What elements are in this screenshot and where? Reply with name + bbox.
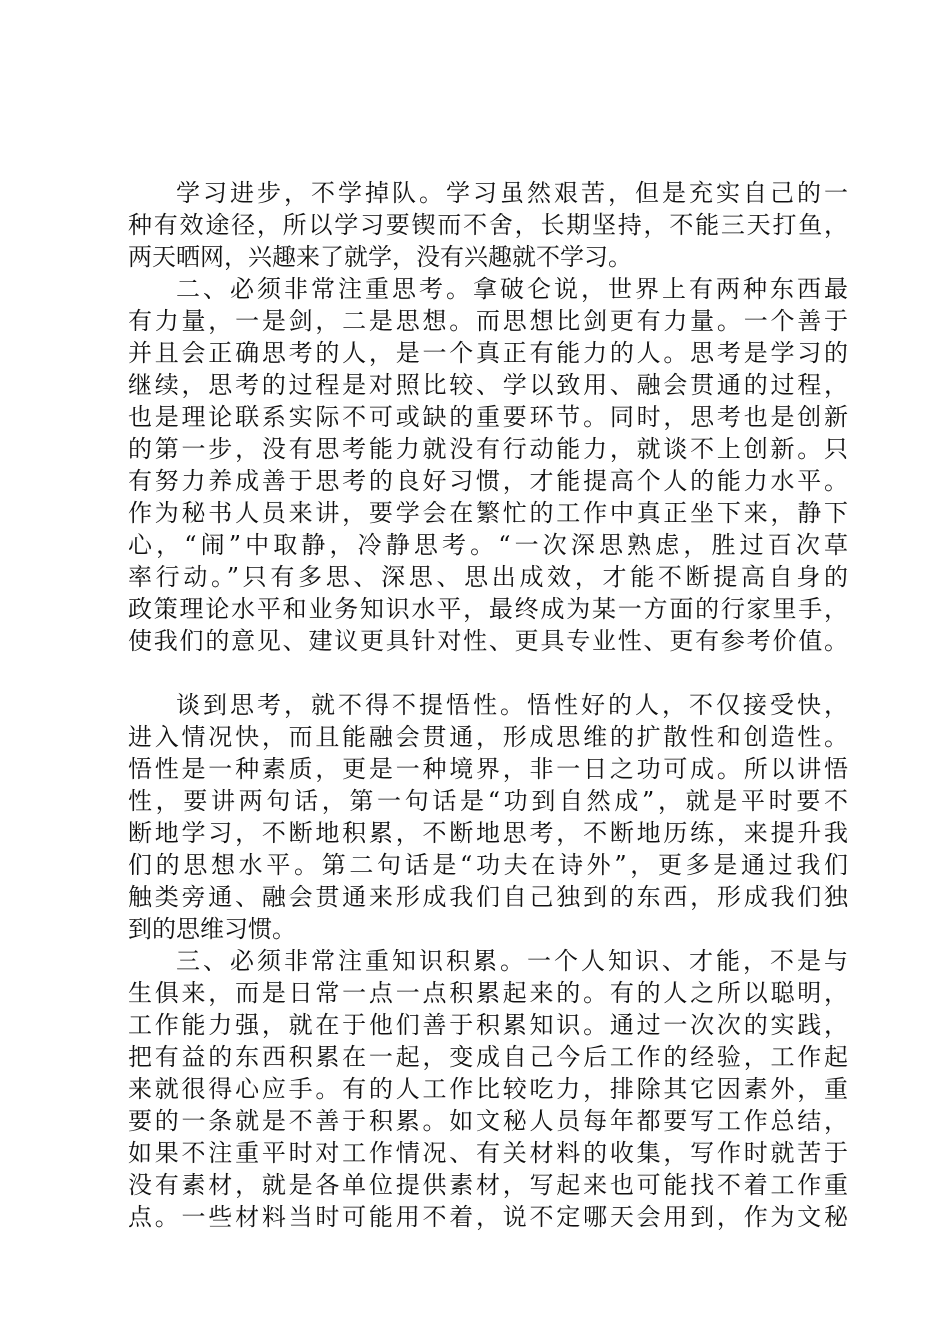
text-line: 断地学习，不断地积累，不断地思考，不断地历练，来提升我: [128, 819, 848, 847]
text-line: 把有益的东西积累在一起，变成自己今后工作的经验，工作起: [128, 1043, 848, 1071]
text-line: 的第一步，没有思考能力就没有行动能力，就谈不上创新。只: [128, 435, 848, 463]
text-line: 政策理论水平和业务知识水平，最终成为某一方面的行家里手，: [128, 595, 848, 623]
text-line: 有努力养成善于思考的良好习惯，才能提高个人的能力水平。: [128, 467, 848, 495]
text-line: 谈到思考，就不得不提悟性。悟性好的人，不仅接受快，: [176, 691, 848, 719]
text-line: 作为秘书人员来讲，要学会在繁忙的工作中真正坐下来，静下: [128, 499, 848, 527]
text-line: 点。一些材料当时可能用不着，说不定哪天会用到，作为文秘: [128, 1203, 848, 1231]
text-line: 生俱来，而是日常一点一点积累起来的。有的人之所以聪明，: [128, 979, 848, 1007]
text-line: 悟性是一种素质，更是一种境界，非一日之功可成。所以讲悟: [128, 755, 848, 783]
text-line: 有力量，一是剑，二是思想。而思想比剑更有力量。一个善于: [128, 307, 848, 335]
text-line: 二、必须非常注重思考。拿破仑说，世界上有两种东西最: [176, 275, 848, 303]
text-line: 到的思维习惯。: [128, 915, 296, 943]
text-line: 们的思想水平。第二句话是“功夫在诗外”，更多是通过我们: [128, 851, 848, 879]
text-line: 工作能力强，就在于他们善于积累知识。通过一次次的实践，: [128, 1011, 848, 1039]
text-line: 如果不注重平时对工作情况、有关材料的收集，写作时就苦于: [128, 1139, 848, 1167]
text-line: 两天晒网，兴趣来了就学，没有兴趣就不学习。: [128, 243, 632, 271]
text-line: 种有效途径，所以学习要锲而不舍，长期坚持，不能三天打鱼，: [128, 211, 848, 239]
text-line: 进入情况快，而且能融会贯通，形成思维的扩散性和创造性。: [128, 723, 848, 751]
text-line: 三、必须非常注重知识积累。一个人知识、才能，不是与: [176, 947, 848, 975]
text-line: 并且会正确思考的人，是一个真正有能力的人。思考是学习的: [128, 339, 848, 367]
text-line: 没有素材，就是各单位提供素材，写起来也可能找不着工作重: [128, 1171, 848, 1199]
text-line: 要的一条就是不善于积累。如文秘人员每年都要写工作总结，: [128, 1107, 848, 1135]
text-line: 率行动。”只有多思、深思、思出成效，才能不断提高自身的: [128, 563, 848, 591]
text-line: 学习进步，不学掉队。学习虽然艰苦，但是充实自己的一: [176, 179, 848, 207]
text-line: 继续，思考的过程是对照比较、学以致用、融会贯通的过程，: [128, 371, 848, 399]
text-line: 心，“闹”中取静，冷静思考。“一次深思熟虑，胜过百次草: [128, 531, 848, 559]
text-line: 性，要讲两句话，第一句话是“功到自然成”，就是平时要不: [128, 787, 848, 815]
text-line: 来就很得心应手。有的人工作比较吃力，排除其它因素外，重: [128, 1075, 848, 1103]
text-line: 使我们的意见、建议更具针对性、更具专业性、更有参考价值。: [128, 627, 848, 655]
text-line: 触类旁通、融会贯通来形成我们自己独到的东西，形成我们独: [128, 883, 848, 911]
text-line: 也是理论联系实际不可或缺的重要环节。同时，思考也是创新: [128, 403, 848, 431]
